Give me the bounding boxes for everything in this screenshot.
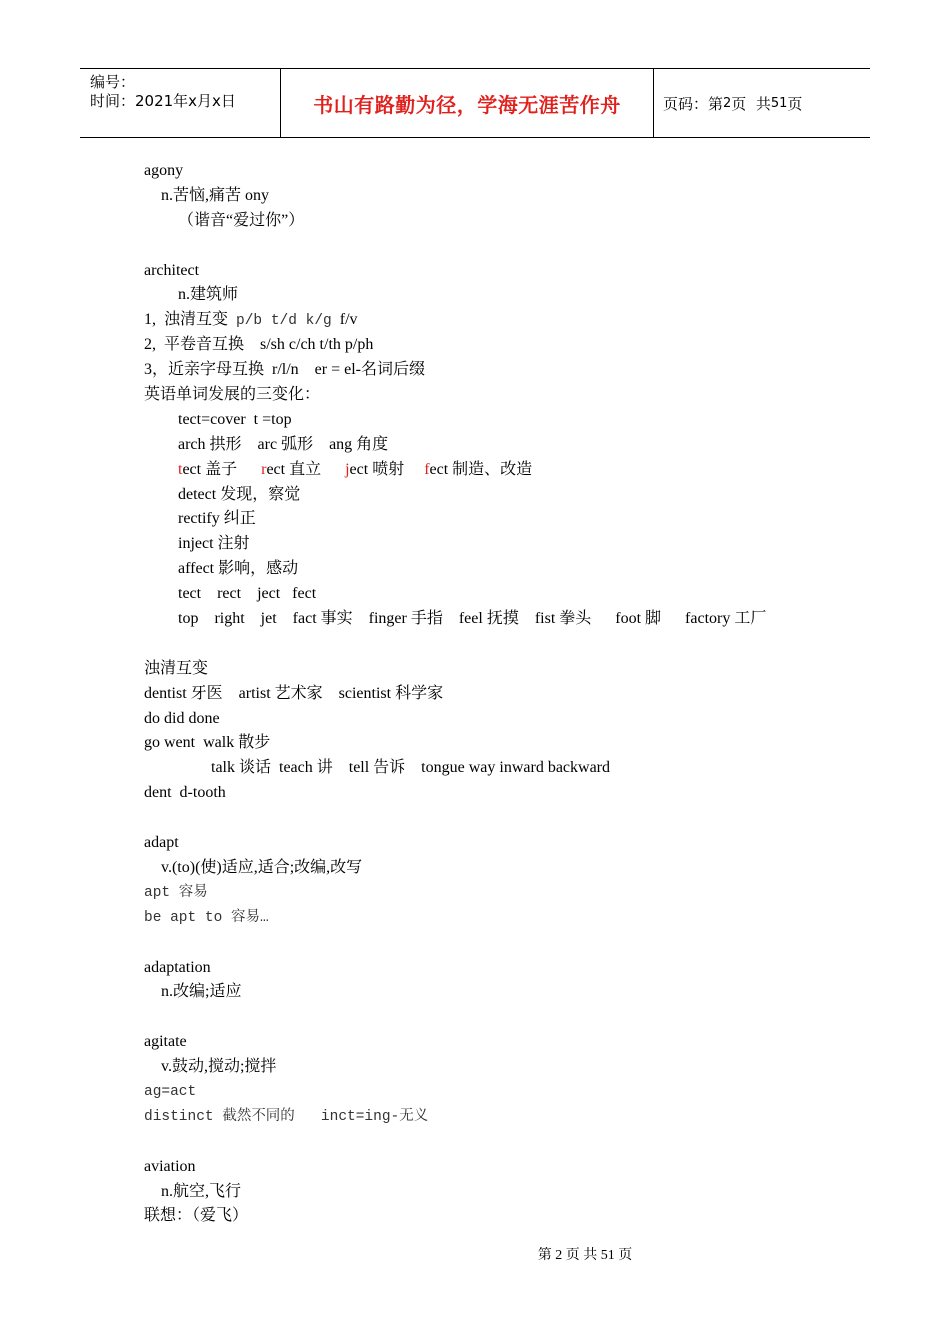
entry-headword: agitate [144,1033,187,1051]
section-heading: 英语单词发展的三变化： [144,386,321,404]
footer-pre: 第 [537,1248,552,1263]
entry-definition: v.鼓动,搅动;搅拌 [161,1058,277,1076]
example-line-highlighted [144,458,864,483]
entry-headword: architect [144,261,200,279]
example-line: go went walk 散步 [144,734,271,752]
document-body [144,159,864,1229]
blank-line [144,1130,864,1155]
entry-note: （谐音“爱过你”） [178,211,305,229]
page-header [80,68,870,138]
example-text: ect 盖子 [182,460,262,478]
footer-post: 页 [618,1248,633,1263]
entry-note: distinct 截然不同的 inct=ing-无义 [144,1108,429,1125]
highlight-letter: t [178,460,183,478]
rule-line [144,308,864,333]
rule-line: 2, 平卷音互换 s/sh c/ch t/th p/ph [144,336,374,354]
blank-line [144,806,864,831]
entry-definition: n.苦恼,痛苦 ony [161,186,270,204]
footer-page-number: 2 [555,1248,563,1263]
footer-mid: 页 共 [565,1248,598,1263]
header-motto-cell [281,69,654,137]
example-line: do did done [144,709,220,727]
header-page-cell [654,69,870,137]
example-line: inject 注射 [178,535,250,553]
header-info-cell [80,69,281,137]
entry-headword: adapt [144,834,179,852]
page-label-mid: 页 共 [731,94,771,113]
page-label-pre: 页码：第 [663,94,724,113]
rule-pairs: p/b t/d k/g [236,313,332,330]
entry-note: apt 容易 [144,884,208,901]
example-text: ect 直立 [266,460,346,478]
example-line: dent d-tooth [144,784,226,802]
blank-line [144,931,864,956]
motto: 书山有路勤为径，学海无涯苦作舟 [313,92,621,117]
entry-note: 联想：（爱飞） [144,1207,249,1225]
example-text: ect 喷射 [349,460,425,478]
entry-headword: agony [144,162,184,179]
entry-headword: adaptation [144,958,211,976]
entry-definition: n.建筑师 [178,286,239,304]
page-label-post: 页 [787,94,803,113]
example-line: talk 谈话 teach 讲 tell 告诉 tongue way inward backward [211,759,611,777]
rule-text: 1, 浊清互变 [144,311,237,329]
entry-definition: v.(to)(使)适应,适合;改编,改写 [161,858,363,876]
entry-note: be apt to 容易… [144,909,269,926]
blank-line [144,632,864,657]
example-text: ect 制造、改造 [429,460,533,478]
example-line: affect 影响，感动 [178,560,299,578]
entry-definition: n.航空,飞行 [161,1182,242,1200]
page-number: 2 [723,95,732,111]
entry-headword: aviation [144,1157,196,1175]
example-line: tect=cover t =top [178,410,292,428]
number-label: 编号： [90,73,136,91]
blank-line [144,234,864,259]
section-heading: 浊清互变 [144,659,209,677]
highlight-letter: r [261,460,267,478]
example-line: arch 拱形 arc 弧形 ang 角度 [178,435,389,453]
entry-note: ag=act [144,1083,197,1100]
example-line: dentist 牙医 artist 艺术家 scientist 科学家 [144,684,444,702]
footer-total-pages: 51 [600,1248,615,1263]
example-line: top right jet fact 事实 finger 手指 feel 抚摸 fist 拳头 foot 脚 factory 工厂 [178,610,767,628]
rule-text: f/v [331,311,358,329]
example-line: detect 发现，察觉 [178,485,301,503]
blank-line [144,1005,864,1030]
time-line: 时间：2021年x月x日 [90,92,236,110]
rule-line: 3，近亲字母互换 r/l/n er = el-名词后缀 [144,361,425,379]
example-line: tect rect ject fect [178,585,317,603]
highlight-letter: f [424,460,430,478]
entry-definition: n.改编;适应 [161,983,242,1001]
example-line: rectify 纠正 [178,510,256,528]
highlight-letter: j [345,460,350,478]
page-footer [0,1244,950,1264]
total-pages: 51 [770,95,788,111]
